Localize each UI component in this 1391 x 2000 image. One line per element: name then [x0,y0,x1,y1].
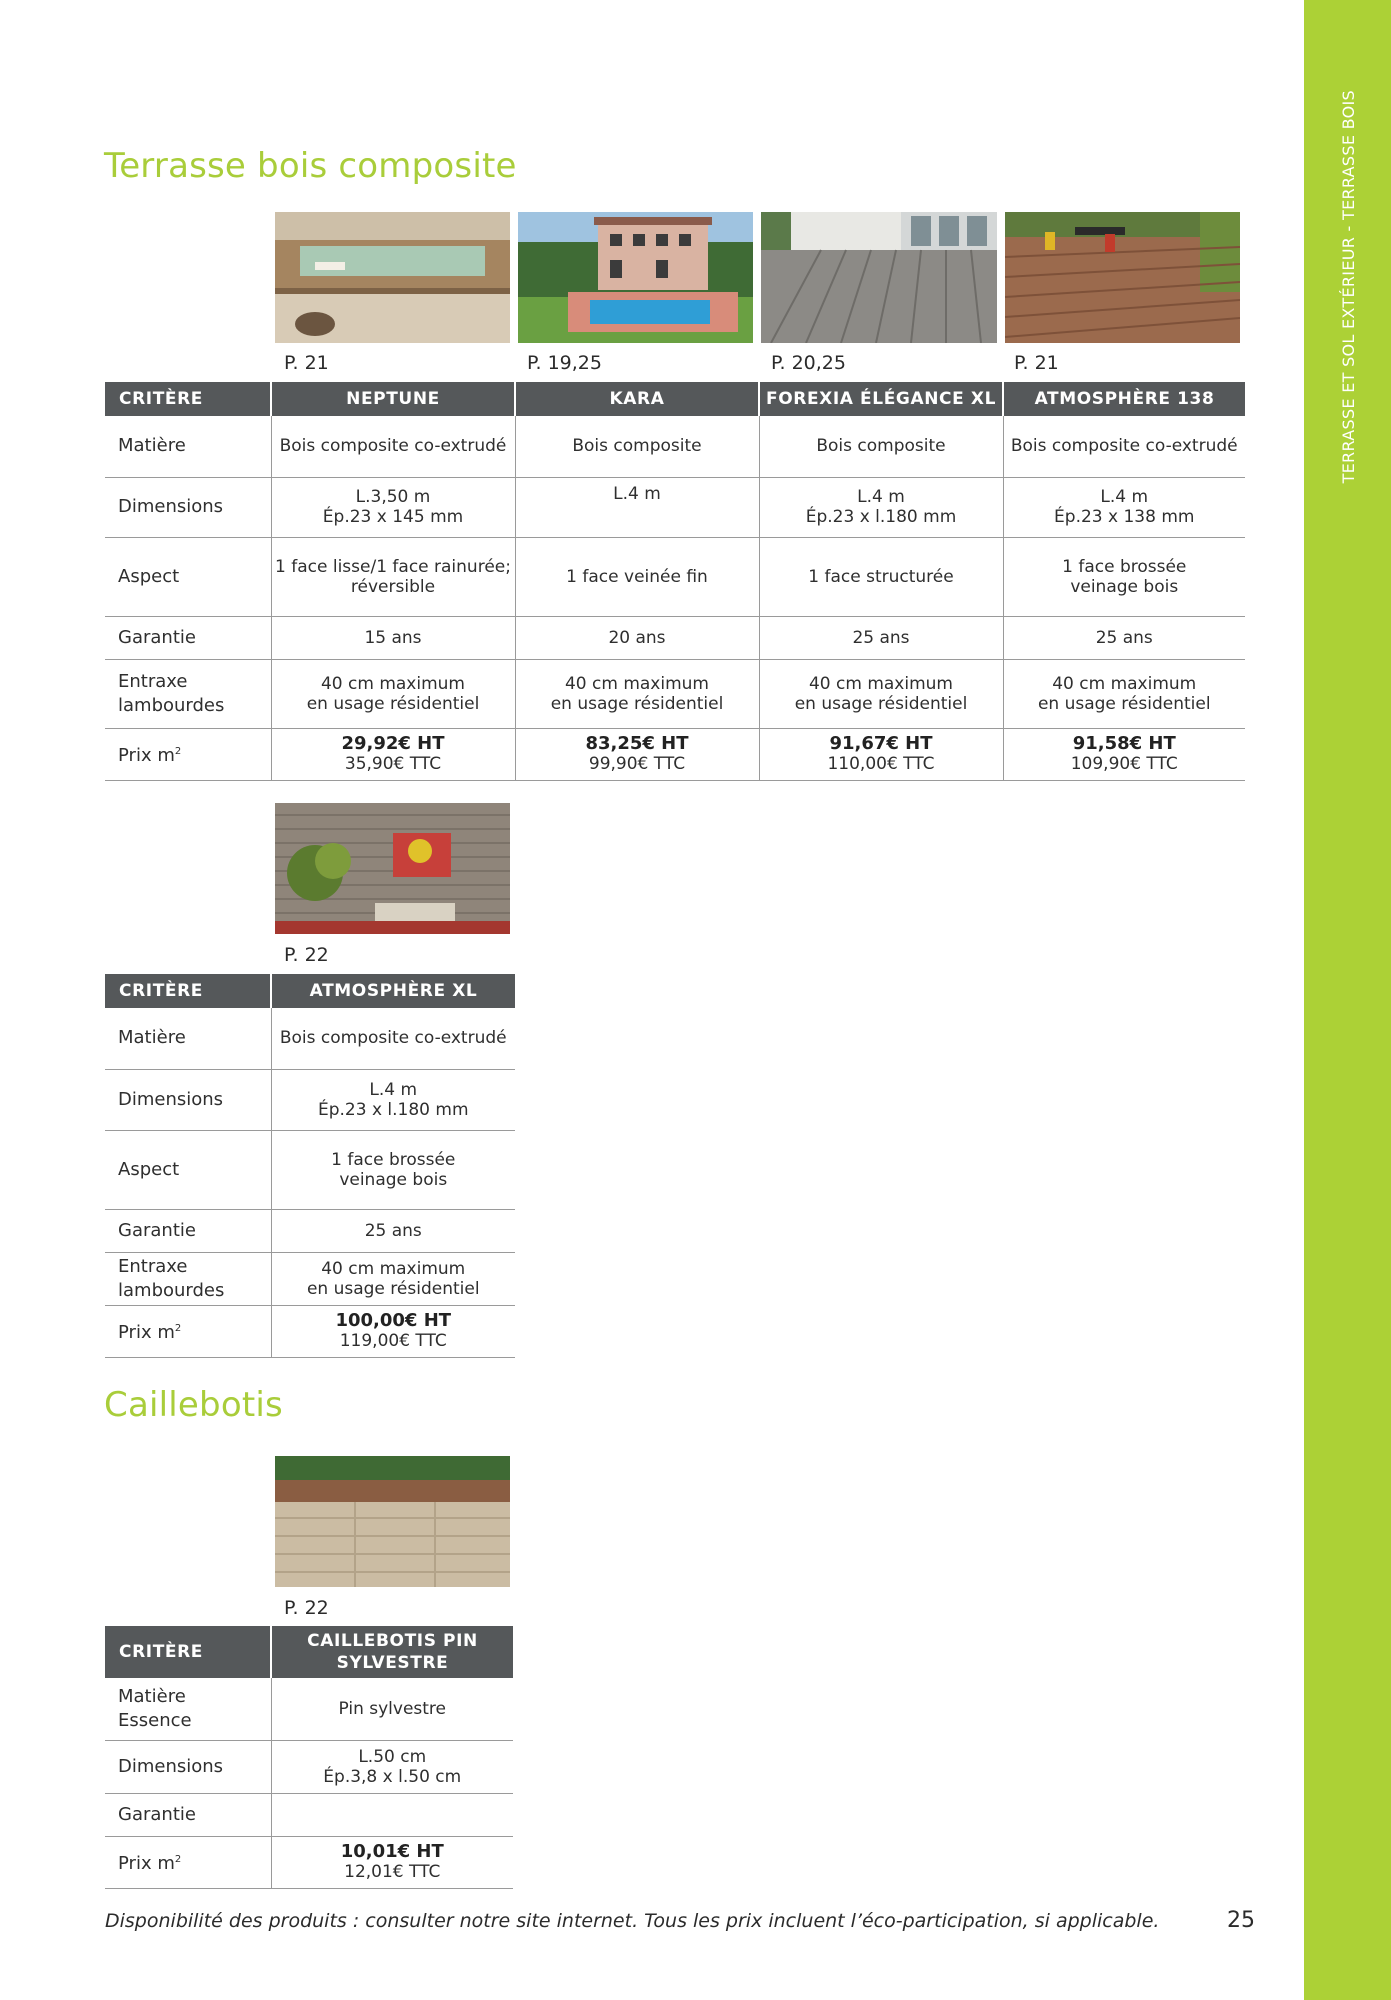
table-cell: Bois composite co-extrudé [271,416,515,477]
wood-deck-chairs-photo [1005,212,1240,343]
table-row [105,1305,515,1357]
page-ref: P. 21 [1014,352,1059,374]
table-cell: 1 face veinée fin [515,537,759,616]
price-cell: 83,25€ HT 99,90€ TTC [515,728,759,780]
comparison-table-composite [105,382,1245,781]
section-title-terrasse-composite: Terrasse bois composite [104,146,517,186]
table-cell: 1 face brossée veinage bois [1003,537,1245,616]
table-row [105,1008,515,1069]
table-cell: L.50 cm Ép.3,8 x l.50 cm [271,1740,513,1793]
sidebar-section-label: TERRASSE ET SOL EXTÉRIEUR - TERRASSE BOIS [1338,90,1358,484]
header-product: ATMOSPHÈRE XL [271,974,515,1008]
table-cell: Bois composite co-extrudé [271,1008,515,1069]
table-cell: 40 cm maximum en usage résidentiel [759,659,1003,728]
table-row [105,1252,515,1305]
house-pool-photo [518,212,753,343]
table-cell: Bois composite [515,416,759,477]
page-ref: P. 22 [284,944,329,966]
page-ref: P. 22 [284,1597,329,1619]
header-product: CAILLEBOTIS PIN SYLVESTRE [271,1626,513,1678]
table-row [105,477,1245,537]
page-ref: P. 21 [284,352,329,374]
table-row [105,1836,513,1888]
table-row [105,416,1245,477]
table-cell: 15 ans [271,616,515,659]
table-cell: 40 cm maximum en usage résidentiel [515,659,759,728]
header-product: ATMOSPHÈRE 138 [1003,382,1245,416]
table-row [105,1130,515,1209]
comparison-table-caillebotis [105,1626,513,1889]
table-row [105,616,1245,659]
table-cell: Pin sylvestre [271,1678,513,1740]
header-critere: CRITÈRE [105,382,271,416]
row-label: Dimensions [105,477,271,537]
price-cell: 29,92€ HT 35,90€ TTC [271,728,515,780]
price-cell: 91,58€ HT 109,90€ TTC [1003,728,1245,780]
table-cell: 40 cm maximum en usage résidentiel [1003,659,1245,728]
row-label: Prix $m^2$ [105,728,271,780]
pool-deck-photo [275,212,510,343]
row-label: Prix $m^2$ [105,1305,271,1357]
row-label: Entraxe lambourdes [105,1252,271,1305]
row-label: Dimensions [105,1740,271,1793]
row-label: Matière [105,1008,271,1069]
footer-disclaimer: Disponibilité des produits : consulter notre site internet. Tous les prix incluent l’éco-participation, si applicable. [105,1910,1160,1932]
wall-deco-photo [275,803,510,934]
table-cell: 1 face structurée [759,537,1003,616]
header-product: FOREXIA ÉLÉGANCE XL [759,382,1003,416]
row-label: Prix $m^2$ [105,1836,271,1888]
table-cell: Bois composite co-extrudé [1003,416,1245,477]
caillebotis-photo [275,1456,510,1587]
row-label: Aspect [105,537,271,616]
table-header-row [105,382,1245,416]
table-row [105,1069,515,1130]
row-label: Matière [105,416,271,477]
row-label: Aspect [105,1130,271,1209]
table-row [105,659,1245,728]
table-cell: 1 face brossée veinage bois [271,1130,515,1209]
table-cell: L.4 m Ép.23 x 138 mm [1003,477,1245,537]
table-header-row [105,974,515,1008]
header-product: NEPTUNE [271,382,515,416]
row-label: Garantie [105,1793,271,1836]
table-row [105,728,1245,780]
table-cell: 40 cm maximum en usage résidentiel [271,659,515,728]
header-critere: CRITÈRE [105,1626,271,1678]
row-label: Garantie [105,616,271,659]
row-label: Dimensions [105,1069,271,1130]
page-ref: P. 20,25 [771,352,846,374]
header-critere: CRITÈRE [105,974,271,1008]
price-cell: 100,00€ HT 119,00€ TTC [271,1305,515,1357]
comparison-table-atmosphere-xl [105,974,515,1358]
price-cell: 91,67€ HT 110,00€ TTC [759,728,1003,780]
table-cell: L.4 m [515,477,759,537]
table-cell [271,1793,513,1836]
table-header-row [105,1626,513,1678]
grey-deck-photo [761,212,997,343]
table-cell: 20 ans [515,616,759,659]
section-title-caillebotis: Caillebotis [104,1385,283,1425]
table-cell: L.4 m Ép.23 x l.180 mm [759,477,1003,537]
header-product: KARA [515,382,759,416]
table-cell: 25 ans [759,616,1003,659]
table-cell: 40 cm maximum en usage résidentiel [271,1252,515,1305]
table-row [105,1740,513,1793]
page-ref: P. 19,25 [527,352,602,374]
page-number: 25 [1227,1908,1255,1933]
row-label: Matière Essence [105,1678,271,1740]
row-label: Entraxe lambourdes [105,659,271,728]
table-cell: Bois composite [759,416,1003,477]
table-cell: 25 ans [271,1209,515,1252]
table-row [105,1793,513,1836]
table-row [105,1209,515,1252]
table-cell: 25 ans [1003,616,1245,659]
row-label: Garantie [105,1209,271,1252]
table-cell: L.3,50 m Ép.23 x 145 mm [271,477,515,537]
price-cell: 10,01€ HT 12,01€ TTC [271,1836,513,1888]
table-row [105,1678,513,1740]
table-cell: L.4 m Ép.23 x l.180 mm [271,1069,515,1130]
table-row [105,537,1245,616]
table-cell: 1 face lisse/1 face rainurée; réversible [271,537,515,616]
